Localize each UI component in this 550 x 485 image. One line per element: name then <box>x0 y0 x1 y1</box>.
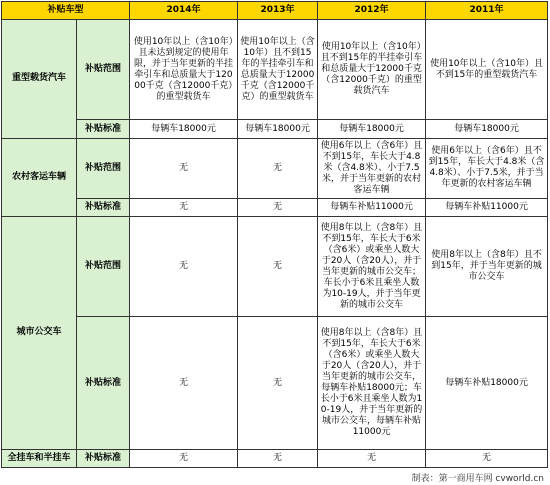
header-corner: 补贴车型 <box>2 2 130 20</box>
category-label: 补贴标准 <box>77 120 130 138</box>
subsidy-table <box>1 1 548 468</box>
category-label: 补贴标准 <box>77 317 130 450</box>
city-bus-standard-2012: 使用8年以上（含8年）且不到15年，车长大于6米（含6米）或乘坐人数大于20人（含20人），并于当年更新的城市公交车，每辆车补贴18000元；车长小于6米且乘坐人数为10-19人，并于当年更新的城市公交车，每辆车补贴11000元 <box>318 317 426 450</box>
rural-bus-standard-2011: 每辆车补贴11000元 <box>426 198 548 216</box>
city-bus-scope-2013: 无 <box>238 216 318 316</box>
city-bus-standard-2011: 每辆车补贴18000元 <box>426 317 548 450</box>
city-bus-scope-2012: 使用8年以上（含8年）且不到15年，车长大于6米（含6米）或乘坐人数大于20人（含20人），并于当年更新的城市公交车；车长小于6米且乘坐人数为10-19人，并于当年更新的城市公交车 <box>318 216 426 316</box>
vehicle-type-heavy-truck: 重型载货汽车 <box>2 20 77 138</box>
rural-bus-scope-row <box>2 138 548 198</box>
heavy-truck-scope-2013: 使用10年以上（含10年）且不到15年的半挂牵引车和总质量大于12000千克（含12000千克）的重型载货车 <box>238 20 318 120</box>
city-bus-standard-row <box>2 317 548 450</box>
heavy-truck-standard-2013: 每辆车18000元 <box>238 120 318 138</box>
city-bus-scope-row <box>2 216 548 316</box>
heavy-truck-scope-2011: 使用10年以上（含10年）且不到15年的重型载货汽车 <box>426 20 548 120</box>
heavy-truck-scope-row <box>2 20 548 120</box>
heavy-truck-standard-row <box>2 120 548 138</box>
city-bus-standard-2014: 无 <box>130 317 238 450</box>
category-label: 补贴范围 <box>77 216 130 316</box>
trailer-standard-2012: 无 <box>318 449 426 467</box>
rural-bus-scope-2011: 使用6年以上（含6年）且不到15年，车长大于4.8米（含4.8米）、小于7.5米，并于当年更新的农村客运车辆 <box>426 138 548 198</box>
city-bus-scope-2014: 无 <box>130 216 238 316</box>
rural-bus-standard-2012: 每辆车补贴11000元 <box>318 198 426 216</box>
header-row <box>2 2 548 20</box>
trailer-standard-row <box>2 449 548 467</box>
trailer-standard-2013: 无 <box>238 449 318 467</box>
rural-bus-standard-2013: 无 <box>238 198 318 216</box>
vehicle-type-city-bus: 城市公交车 <box>2 216 77 449</box>
footer-credit: 制表：第一商用车网 cvworld.cn <box>411 474 544 484</box>
trailer-standard-2014: 无 <box>130 449 238 467</box>
heavy-truck-scope-2012: 使用10年以上（含10年）且不到15年的半挂牵引车和总质量大于12000千克（含12000千克）的重型载货汽车 <box>318 20 426 120</box>
trailer-standard-2011: 无 <box>426 449 548 467</box>
rural-bus-standard-2014: 无 <box>130 198 238 216</box>
rural-bus-scope-2014: 无 <box>130 138 238 198</box>
heavy-truck-standard-2011: 每辆车18000元 <box>426 120 548 138</box>
rural-bus-scope-2013: 无 <box>238 138 318 198</box>
rural-bus-scope-2012: 使用6年以上（含6年）且不到15年，车长大于4.8米（含4.8米）、小于7.5米，并于当年更新的农村客运车辆 <box>318 138 426 198</box>
category-label: 补贴标准 <box>77 449 130 467</box>
category-label: 补贴范围 <box>77 20 130 120</box>
header-year-2013: 2013年 <box>238 2 318 20</box>
header-year-2012: 2012年 <box>318 2 426 20</box>
heavy-truck-scope-2014: 使用10年以上（含10年）且未达到规定的使用年限，并于当年更新的半挂牵引车和总质量大于12000千克（含12000千克）的重型载货车 <box>130 20 238 120</box>
category-label: 补贴标准 <box>77 198 130 216</box>
city-bus-standard-2013: 无 <box>238 317 318 450</box>
header-year-2014: 2014年 <box>130 2 238 20</box>
city-bus-scope-2011: 使用8年以上（含8年）且不到15年，并于当年更新的城市公交车 <box>426 216 548 316</box>
vehicle-type-trailer: 全挂车和半挂车 <box>2 449 77 467</box>
heavy-truck-standard-2014: 每辆车18000元 <box>130 120 238 138</box>
header-year-2011: 2011年 <box>426 2 548 20</box>
category-label: 补贴范围 <box>77 138 130 198</box>
rural-bus-standard-row <box>2 198 548 216</box>
vehicle-type-rural-bus: 农村客运车辆 <box>2 138 77 216</box>
heavy-truck-standard-2012: 每辆车18000元 <box>318 120 426 138</box>
